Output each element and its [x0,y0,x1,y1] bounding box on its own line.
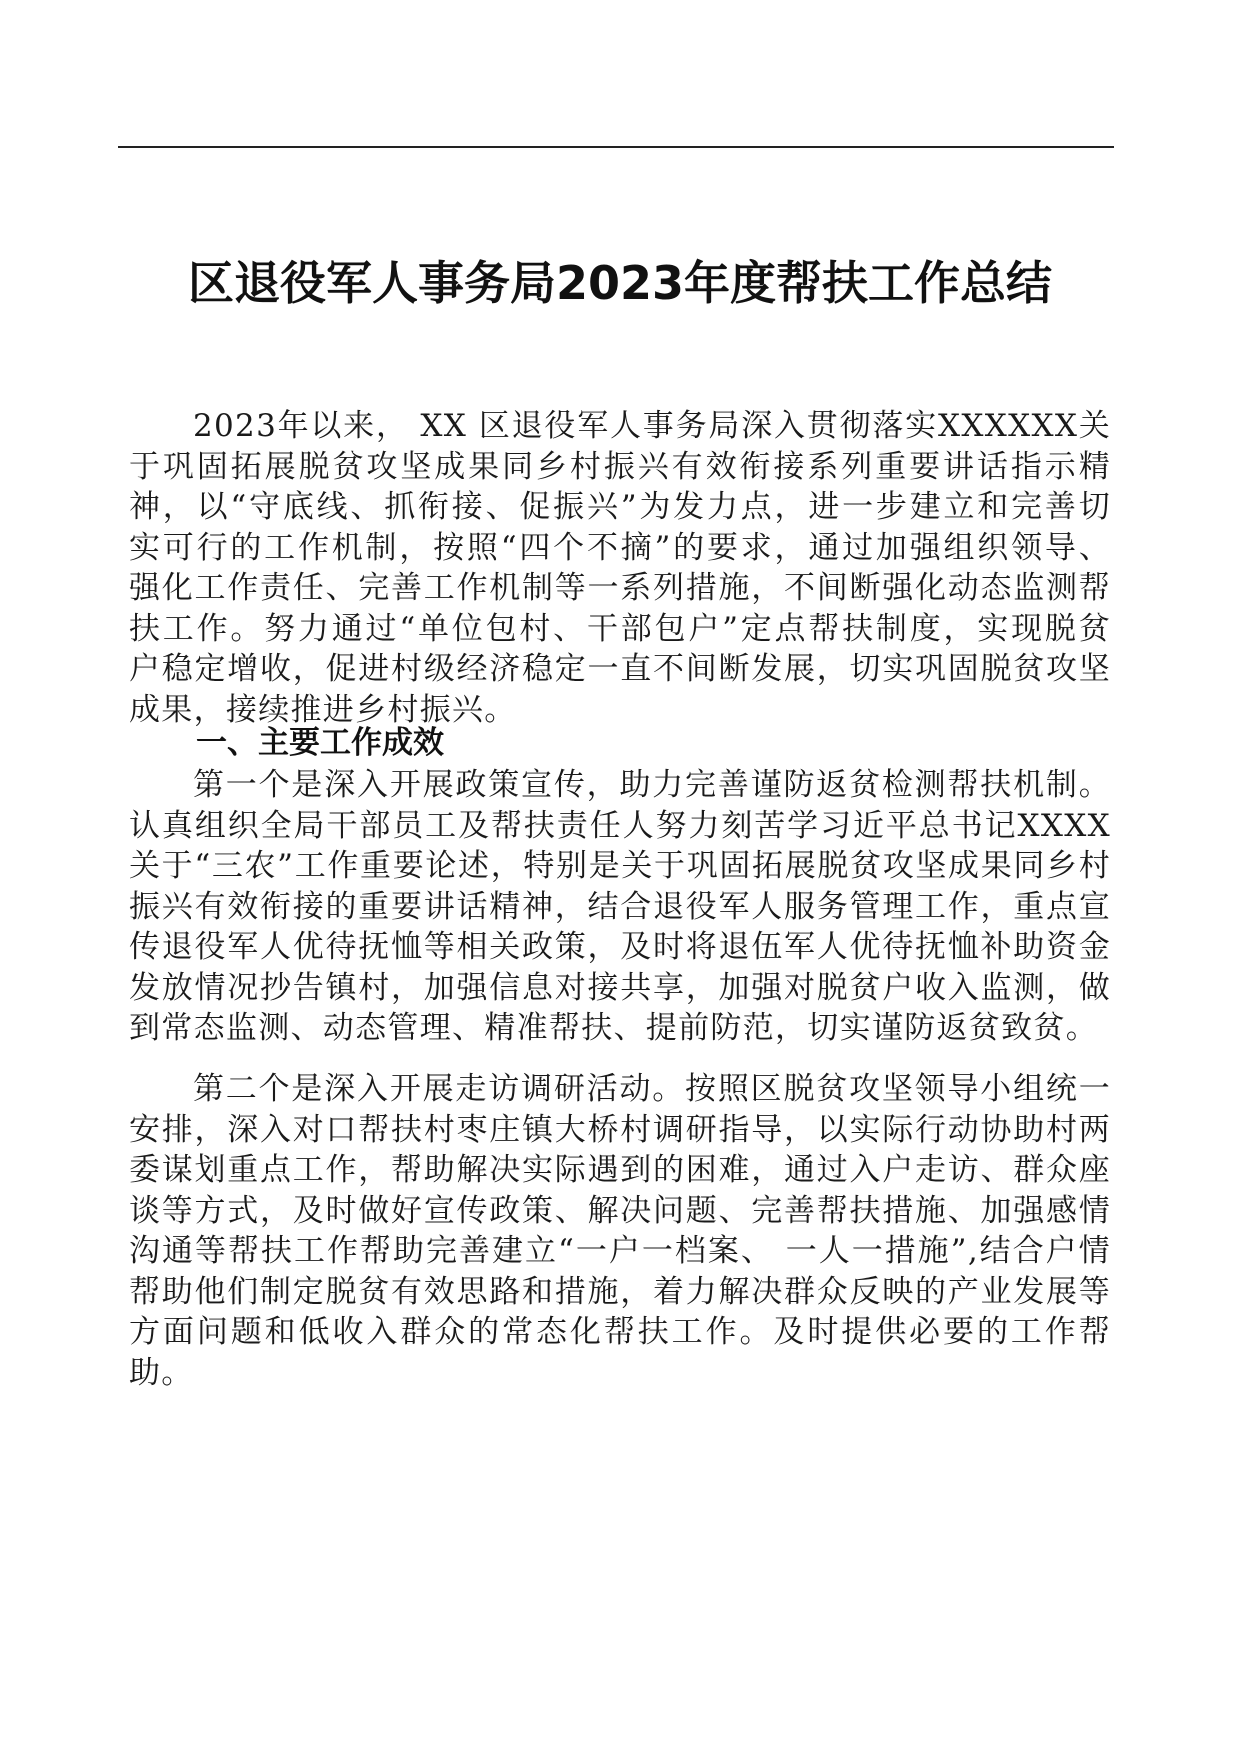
paragraph-policy-publicity: 第一个是深入开展政策宣传，助力完善谨防返贫检测帮扶机制。认真组织全局干部员工及帮扶责任人努力刻苦学习近平总书记XXXX 关于“三农”工作重要论述，特别是关于巩固拓展脱贫攻坚成果同乡村振兴有效衔接的重要讲话精神，结合退役军人服务管理工作，重点宣传退役军人优待抚恤等相关政策，及时将退伍军人优待抚恤补助资金发放情况抄告镇村，加强信息对接共享，加强对脱贫户收入监测，做到常态监测、动态管理、精准帮扶、提前防范，切实谨防返贫致贫。 [129,767,1111,1046]
paragraph-visit-research: 第二个是深入开展走访调研活动。按照区脱贫攻坚领导小组统一安排，深入对口帮扶村枣庄镇大桥村调研指导，以实际行动协助村两委谋划重点工作，帮助解决实际遇到的困难，通过入户走访、群众座谈等方式，及时做好宣传政策、解决问题、完善帮扶措施、加强感情沟通等帮扶工作帮助完善建立“一户一档案、 一人一措施”,结合户情帮助他们制定脱贫有效思路和措施，着力解决群众反映的产业发展等方面问题和低收入群众的常态化帮扶工作。及时提供必要的工作帮助。 [129,1071,1111,1391]
header-rule [118,146,1114,148]
intro-paragraph: 2023年以来， XX 区退役军人事务局深入贯彻落实XXXXXX关 于巩固拓展脱贫攻坚成果同乡村振兴有效衔接系列重要讲话指示精 神，以“守底线、抓衔接、促振兴”为发力点，进一步建立和完善切 实可行的工作机制，按照“四个不摘”的要求，通过加强组织领导、 强化工作责任、完善工作机制等一系列措施，不间断强化动态监测帮 扶工作。努力通过“单位包村、干部包户”定点帮扶制度，实现脱贫 户稳定增收，促进村级经济稳定一直不间断发展，切实巩固脱贫攻坚 成果，接续推进乡村振兴。 [129,408,1111,728]
section-heading: 一、主要工作成效 [196,725,444,761]
document-title: 区退役军人事务局2023年度帮扶工作总结 [187,255,1053,310]
